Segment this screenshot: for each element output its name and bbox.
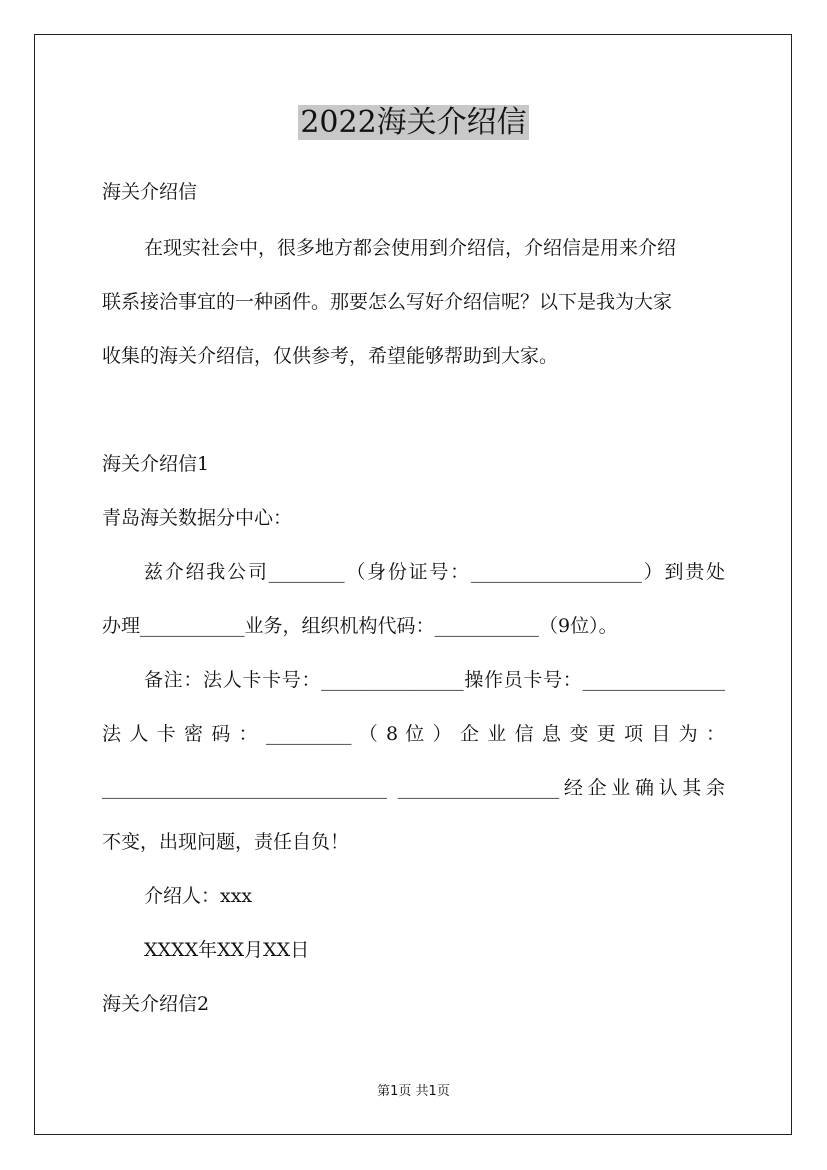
letter1-body-line-3: 备注：法人卡卡号：_______________操作员卡号：_______________	[144, 669, 725, 691]
section-heading: 海关介绍信	[102, 181, 198, 203]
document-title	[0, 102, 827, 144]
letter1-introducer: 介绍人：xxx	[144, 885, 253, 907]
intro-line-3: 收集的海关介绍信，仅供参考，希望能够帮助到大家。	[102, 345, 559, 367]
intro-line-1: 在现实社会中，很多地方都会使用到介绍信，介绍信是用来介绍	[144, 237, 677, 259]
letter1-body-line-4: 法 人 卡 密 码 ： _________ （ 8 位 ） 企 业 信 息 变 更 项 目 为 ：	[102, 723, 725, 745]
letter1-title: 海关介绍信1	[102, 453, 210, 475]
page-footer: 第1页 共1页	[377, 1084, 450, 1099]
letter1-body-line-5: ______________________________ _________________经企业确认其余	[102, 777, 725, 799]
document-title-text: 2022海关介绍信	[300, 105, 527, 140]
letter1-date: XXXX年XX月XX日	[144, 939, 310, 961]
intro-line-2: 联系接洽事宜的一种函件。那要怎么写好介绍信呢？以下是我为大家	[102, 291, 673, 313]
letter1-body-line-1: 兹介绍我公司________（身份证号：__________________）到贵处	[144, 561, 725, 583]
letter1-recipient: 青岛海关数据分中心：	[102, 507, 293, 529]
letter2-title: 海关介绍信2	[102, 993, 210, 1015]
letter1-body-line-6: 不变，出现问题，责任自负！	[102, 831, 350, 853]
letter1-body-line-2: 办理___________业务，组织机构代码：___________（9位）。	[102, 615, 618, 637]
